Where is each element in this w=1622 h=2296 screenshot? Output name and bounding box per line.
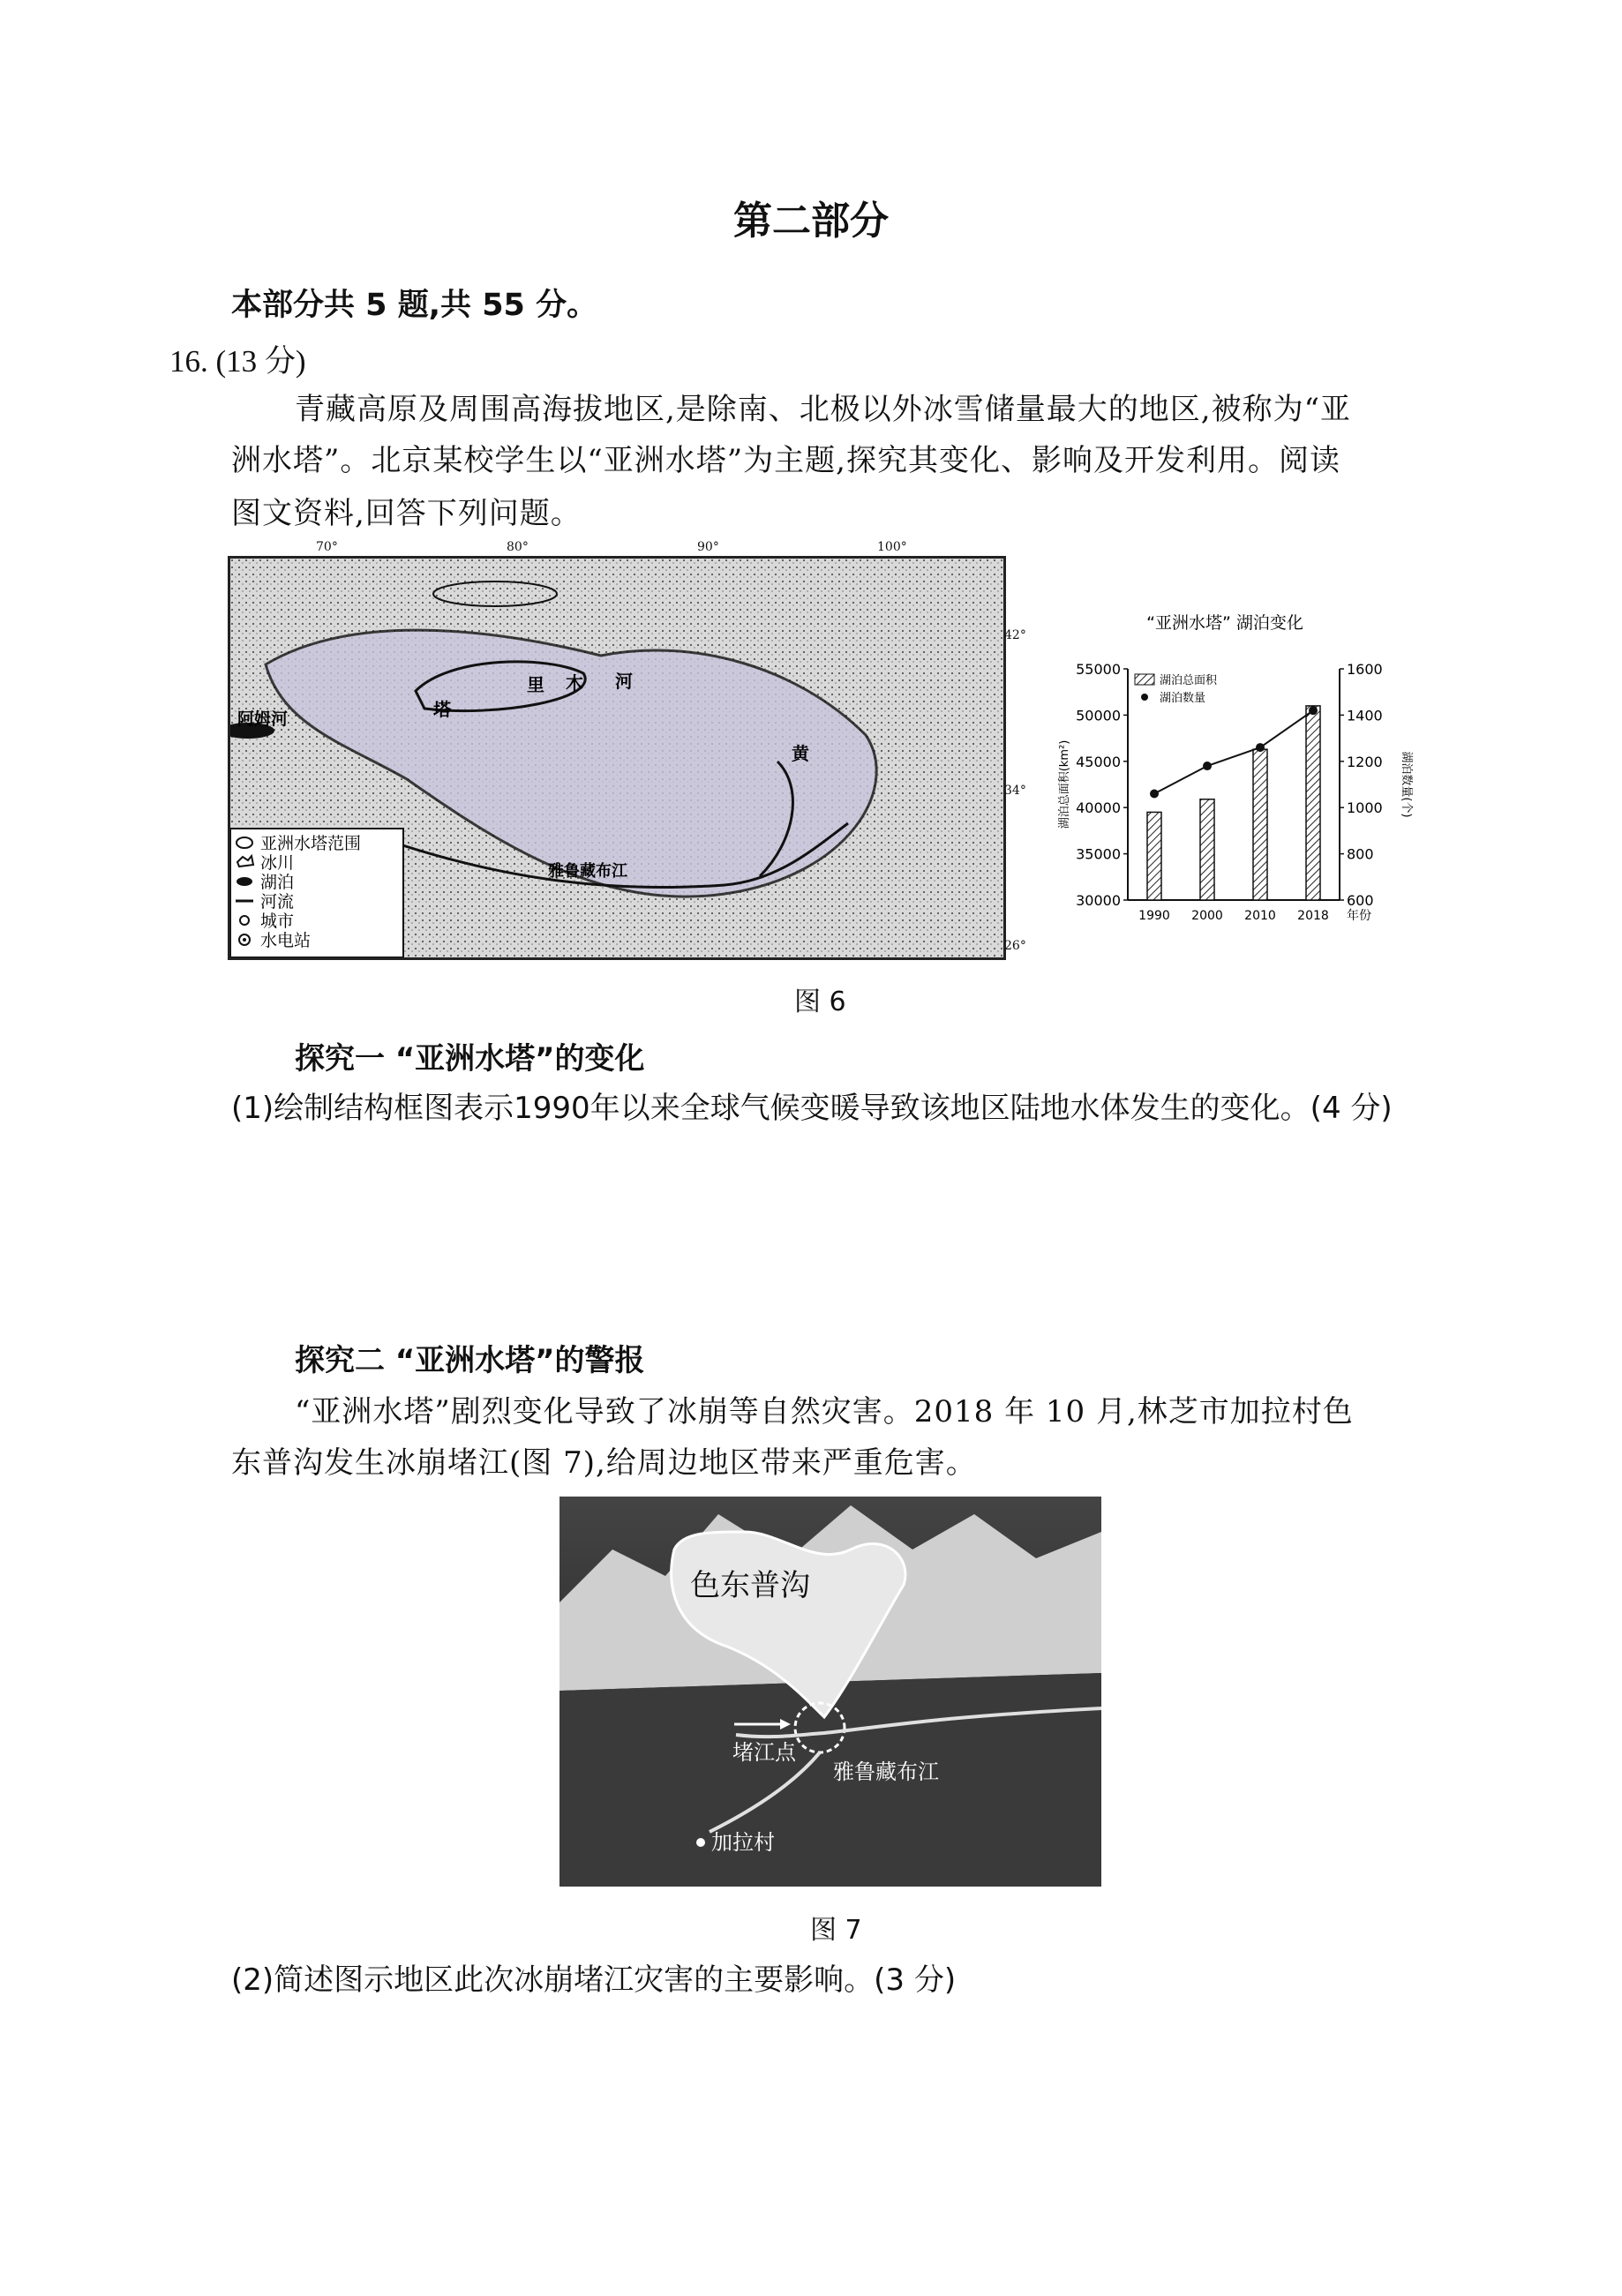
paragraph-line-3: 图文资料,回答下列问题。: [231, 496, 582, 531]
section-title: 第二部分: [733, 199, 889, 244]
photo-graphic: [559, 1497, 1101, 1887]
lake-icon: [237, 877, 252, 886]
bar-lake-area: [1200, 799, 1214, 900]
right-tick-label: 1000: [1347, 799, 1383, 817]
lake-change-chart: [1048, 600, 1419, 935]
latitude-label: 26°: [1004, 939, 1026, 953]
paragraph-line-2: 洲水塔”。北京某校学生以“亚洲水塔”为主题,探究其变化、影响及开发利用。阅读: [231, 443, 1340, 478]
section-intro: 本部分共 5 题,共 55 分。: [231, 288, 598, 323]
river-label: 木: [566, 672, 583, 694]
photo-label-blockage: 堵江点: [732, 1740, 796, 1765]
x-tick-label: 2018: [1297, 909, 1329, 923]
left-tick-label: 40000: [1076, 799, 1121, 817]
question-1: (1)绘制结构框图表示1990年以来全球气候变暖导致该地区陆地水体发生的变化。(4 分): [231, 1091, 1393, 1126]
legend-swatch-count: [1141, 694, 1148, 701]
legend-label-count: 湖泊数量: [1160, 692, 1206, 705]
latitude-label: 34°: [1004, 784, 1026, 798]
x-axis-unit: 年份: [1347, 909, 1371, 923]
bar-lake-area: [1306, 706, 1320, 900]
longitude-label: 70°: [316, 540, 338, 554]
left-tick-label: 35000: [1076, 845, 1121, 863]
right-tick-label: 600: [1347, 892, 1374, 909]
river-label: 黄: [792, 743, 809, 764]
right-axis-title: 湖泊数量(个): [1400, 751, 1413, 818]
map-graphic: [230, 559, 1003, 957]
section-1-title: 探究一 “亚洲水塔”的变化: [295, 1041, 645, 1077]
legend-label: 冰川: [260, 853, 295, 873]
legend-label: 城市: [260, 912, 295, 931]
x-tick-label: 2000: [1191, 909, 1223, 923]
figure-7-caption: 图 7: [810, 1915, 862, 1946]
left-tick-label: 50000: [1076, 707, 1121, 724]
hydropower-icon-dot: [243, 938, 246, 942]
river-label: 河: [615, 671, 633, 692]
figure-6-caption: 图 6: [794, 987, 846, 1017]
chart-svg: [1048, 600, 1419, 935]
chart-plot: [1057, 661, 1414, 923]
section-2-line-2: 东普沟发生冰崩堵江(图 7),给周边地区带来严重危害。: [231, 1445, 977, 1481]
legend-label-area: 湖泊总面积: [1160, 674, 1218, 687]
latitude-label: 42°: [1004, 628, 1026, 642]
photo-label-gully: 色东普沟: [690, 1568, 810, 1603]
longitude-label: 100°: [877, 540, 907, 554]
photo-label-village: 加拉村: [711, 1830, 775, 1855]
left-tick-label: 45000: [1076, 753, 1121, 770]
legend-label: 亚洲水塔范围: [260, 834, 362, 853]
right-tick-label: 1200: [1347, 753, 1383, 770]
legend-label: 水电站: [260, 931, 312, 950]
point-lake-count: [1309, 706, 1318, 715]
asia-water-tower-map: [228, 556, 1006, 960]
x-tick-label: 1990: [1138, 909, 1170, 923]
legend-label: 湖泊: [260, 873, 295, 892]
river-label: 塔: [433, 699, 451, 720]
right-tick-label: 1600: [1347, 661, 1383, 678]
photo-label-river: 雅鲁藏布江: [833, 1760, 939, 1784]
left-tick-label: 55000: [1076, 661, 1121, 678]
right-tick-label: 1400: [1347, 707, 1383, 724]
legend-label: 河流: [260, 892, 295, 912]
x-tick-label: 2010: [1244, 909, 1276, 923]
paragraph-line-1: 青藏高原及周围高海拔地区,是除南、北极以外冰雪储量最大的地区,被称为“亚: [295, 392, 1351, 427]
bar-lake-area: [1253, 749, 1267, 900]
point-lake-count: [1150, 789, 1159, 798]
section-2-line-1: “亚洲水塔”剧烈变化导致了冰崩等自然灾害。2018 年 10 月,林芝市加拉村色: [295, 1394, 1354, 1429]
right-tick-label: 800: [1347, 845, 1374, 863]
longitude-label: 90°: [697, 540, 719, 554]
point-lake-count: [1256, 743, 1265, 752]
river-label: 雅鲁藏布江: [548, 862, 627, 881]
bar-lake-area: [1147, 812, 1161, 900]
question-2: (2)简述图示地区此次冰崩堵江灾害的主要影响。(3 分): [231, 1962, 957, 1998]
left-tick-label: 30000: [1076, 892, 1121, 909]
village-marker-icon: [696, 1838, 705, 1847]
section-2-title: 探究二 “亚洲水塔”的警报: [295, 1343, 645, 1378]
river-label: 里: [527, 674, 544, 695]
longitude-label: 80°: [507, 540, 529, 554]
point-lake-count: [1203, 762, 1212, 770]
glacier-collapse-photo: [559, 1497, 1101, 1887]
chart-title: “亚洲水塔” 湖泊变化: [1146, 613, 1303, 633]
left-axis-title: 湖泊总面积(km²): [1058, 739, 1071, 829]
question-number: 16. (13 分): [169, 344, 306, 379]
legend-swatch-area: [1135, 674, 1154, 685]
river-label: 阿姆河: [237, 709, 289, 729]
line-lake-count: [1154, 710, 1313, 793]
